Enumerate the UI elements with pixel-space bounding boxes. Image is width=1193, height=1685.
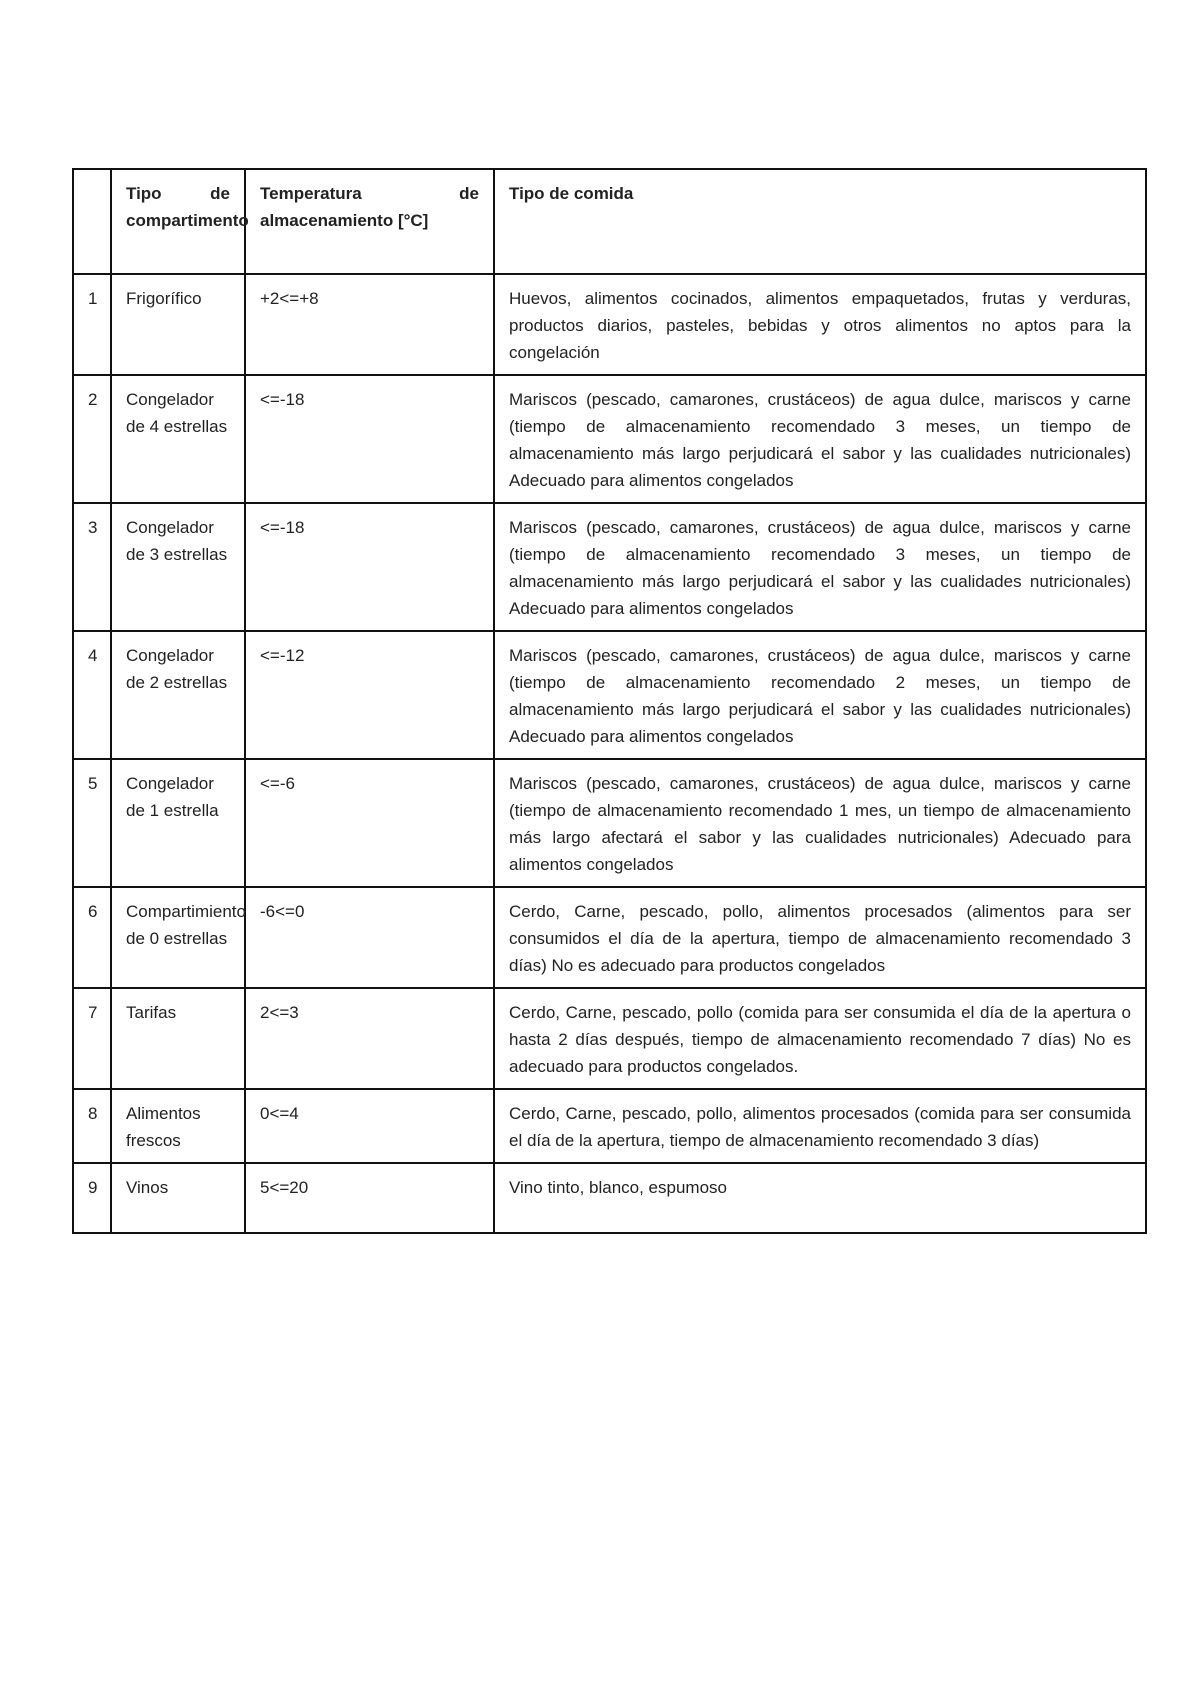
- table-row: [73, 988, 1146, 1089]
- compartment-cell: Tarifas: [111, 988, 245, 1089]
- table-row: [73, 375, 1146, 503]
- temperature-cell: +2<=+8: [245, 274, 494, 375]
- food-cell: Vino tinto, blanco, espumoso: [494, 1163, 1146, 1233]
- table-header-row: [73, 169, 1146, 274]
- header-compartment-type: Tipo de compartimento: [111, 169, 245, 274]
- compartment-cell: Congelador de 1 estrella: [111, 759, 245, 887]
- compartment-cell: Alimentos frescos: [111, 1089, 245, 1163]
- table-row: [73, 1163, 1146, 1233]
- table-row: [73, 503, 1146, 631]
- row-number: 5: [73, 759, 111, 887]
- header-storage-temperature: Temperatura de almacenamiento [°C]: [245, 169, 494, 274]
- food-cell: Cerdo, Carne, pescado, pollo, alimentos procesados (alimentos para ser consumidos el día de la apertura, tiempo de almacenamiento recomendado 3 días) No es adecuado para productos congelados: [494, 887, 1146, 988]
- table-row: [73, 631, 1146, 759]
- header-number: [73, 169, 111, 274]
- row-number: 4: [73, 631, 111, 759]
- compartment-cell: Congelador de 3 estrellas: [111, 503, 245, 631]
- row-number: 9: [73, 1163, 111, 1233]
- temperature-cell: 2<=3: [245, 988, 494, 1089]
- table-row: [73, 274, 1146, 375]
- food-cell: Cerdo, Carne, pescado, pollo (comida para ser consumida el día de la apertura o hasta 2 días después, tiempo de almacenamiento recomendado 7 días) No es adecuado para productos congelados.: [494, 988, 1146, 1089]
- row-number: 7: [73, 988, 111, 1089]
- compartment-cell: Vinos: [111, 1163, 245, 1233]
- temperature-cell: <=-6: [245, 759, 494, 887]
- table-row: [73, 887, 1146, 988]
- row-number: 6: [73, 887, 111, 988]
- compartment-cell: Frigorífico: [111, 274, 245, 375]
- temperature-cell: -6<=0: [245, 887, 494, 988]
- table-row: [73, 759, 1146, 887]
- header-food-type: Tipo de comida: [494, 169, 1146, 274]
- compartment-cell: Congelador de 4 estrellas: [111, 375, 245, 503]
- food-cell: Mariscos (pescado, camarones, crustáceos) de agua dulce, mariscos y carne (tiempo de almacenamiento recomendado 2 meses, un tiempo de almacenamiento más largo perjudicará el sabor y las cualidades nutricionales) Adecuado para alimentos congelados: [494, 631, 1146, 759]
- temperature-cell: 5<=20: [245, 1163, 494, 1233]
- food-cell: Mariscos (pescado, camarones, crustáceos) de agua dulce, mariscos y carne (tiempo de almacenamiento recomendado 3 meses, un tiempo de almacenamiento más largo perjudicará el sabor y las cualidades nutricionales) Adecuado para alimentos congelados: [494, 375, 1146, 503]
- food-cell: Huevos, alimentos cocinados, alimentos empaquetados, frutas y verduras, productos diarios, pasteles, bebidas y otros alimentos no aptos para la congelación: [494, 274, 1146, 375]
- row-number: 1: [73, 274, 111, 375]
- row-number: 2: [73, 375, 111, 503]
- table-row: [73, 1089, 1146, 1163]
- temperature-cell: <=-18: [245, 375, 494, 503]
- food-cell: Mariscos (pescado, camarones, crustáceos) de agua dulce, mariscos y carne (tiempo de almacenamiento recomendado 1 mes, un tiempo de almacenamiento más largo afectará el sabor y las cualidades nutricionales) Adecuado para alimentos congelados: [494, 759, 1146, 887]
- temperature-cell: 0<=4: [245, 1089, 494, 1163]
- compartment-cell: Compartimiento de 0 estrellas: [111, 887, 245, 988]
- compartment-cell: Congelador de 2 estrellas: [111, 631, 245, 759]
- food-cell: Cerdo, Carne, pescado, pollo, alimentos procesados (comida para ser consumida el día de la apertura, tiempo de almacenamiento recomendado 3 días): [494, 1089, 1146, 1163]
- row-number: 3: [73, 503, 111, 631]
- food-cell: Mariscos (pescado, camarones, crustáceos) de agua dulce, mariscos y carne (tiempo de almacenamiento recomendado 3 meses, un tiempo de almacenamiento más largo perjudicará el sabor y las cualidades nutricionales) Adecuado para alimentos congelados: [494, 503, 1146, 631]
- temperature-cell: <=-12: [245, 631, 494, 759]
- temperature-cell: <=-18: [245, 503, 494, 631]
- row-number: 8: [73, 1089, 111, 1163]
- food-storage-table: [72, 168, 1147, 1234]
